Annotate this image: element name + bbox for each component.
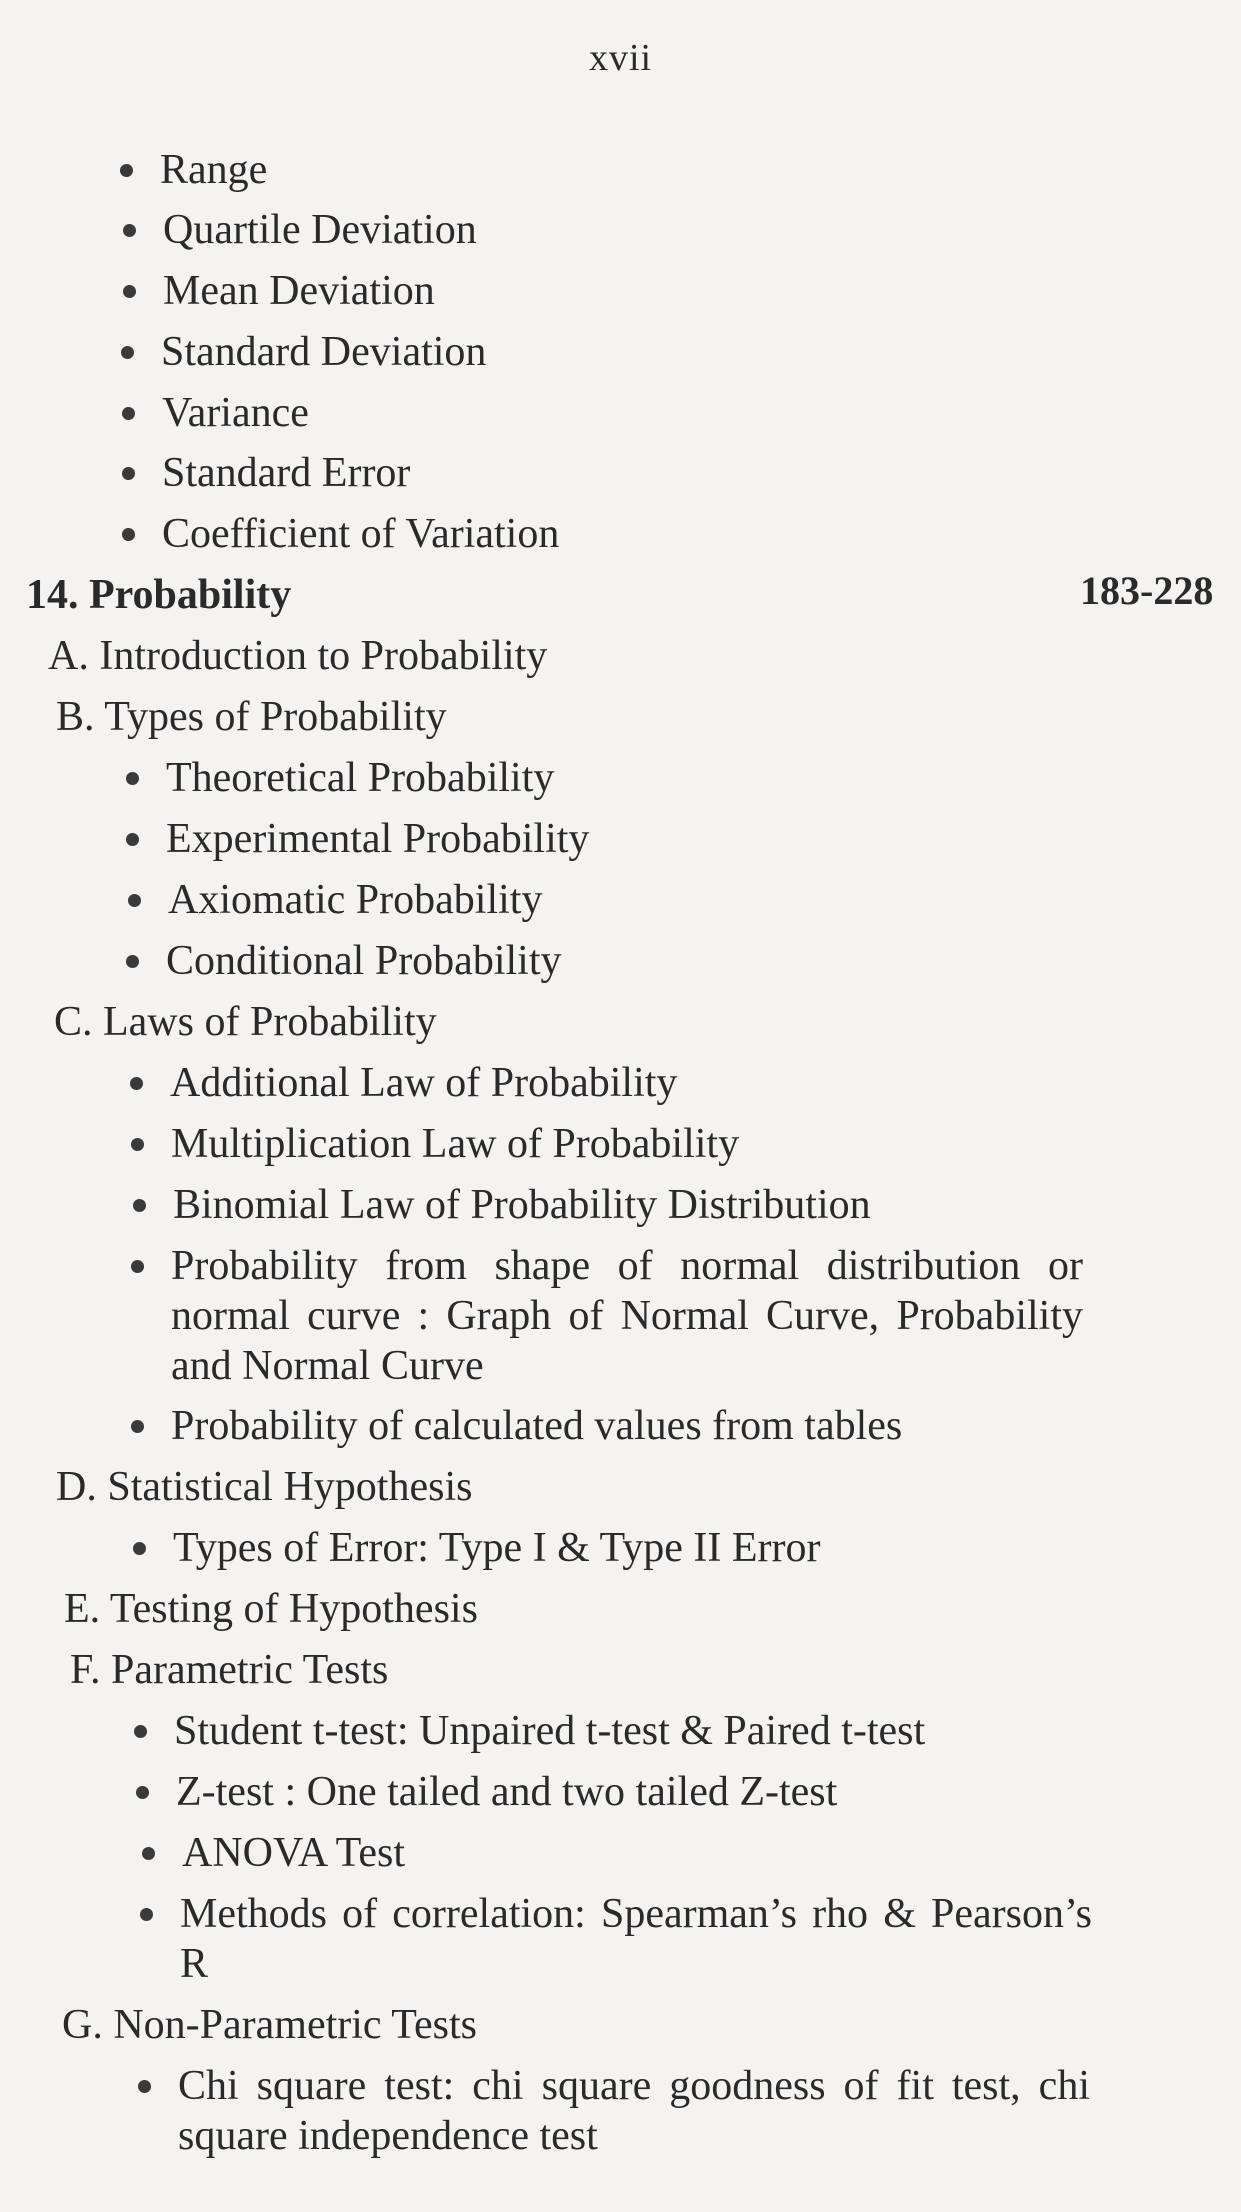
list-item: Probability of calculated values from tables: [171, 1401, 902, 1451]
bullet-icon: [120, 164, 133, 177]
bullet-icon: [122, 407, 135, 420]
list-item: Z-test : One tailed and two tailed Z-test: [176, 1767, 837, 1817]
list-item: Experimental Probability: [166, 814, 589, 864]
bullet-icon: [126, 833, 139, 846]
bullet-icon: [122, 467, 135, 480]
bullet-icon: [123, 285, 136, 298]
bullet-icon: [126, 955, 139, 968]
list-item: Theoretical Probability: [166, 753, 554, 803]
list-item: Binomial Law of Probability Distribution: [173, 1180, 871, 1230]
bullet-icon: [122, 528, 135, 541]
list-item: Conditional Probability: [166, 936, 562, 986]
list-item: Types of Error: Type I & Type II Error: [173, 1523, 820, 1573]
list-item: Standard Deviation: [161, 327, 486, 377]
list-item: ANOVA Test: [182, 1828, 405, 1878]
bullet-icon: [131, 1260, 144, 1273]
bullet-icon: [142, 1847, 155, 1860]
bullet-icon: [140, 1908, 153, 1921]
section-heading: A. Introduction to Probability: [48, 633, 548, 679]
bullet-icon: [131, 1138, 144, 1151]
list-item: Mean Deviation: [163, 266, 435, 316]
bullet-icon: [133, 1542, 146, 1555]
list-item: Axiomatic Probability: [168, 875, 542, 925]
list-item: Standard Error: [162, 448, 410, 498]
bullet-icon: [128, 894, 141, 907]
bullet-icon: [133, 1199, 146, 1212]
list-item: Methods of correlation: Spearman’s rho & Pearson’s R: [180, 1889, 1092, 1989]
chapter-page-range: 183-228: [1080, 568, 1214, 613]
bullet-icon: [130, 1077, 143, 1090]
list-item: Chi square test: chi square goodness of fit test, chi square independence test: [178, 2061, 1090, 2161]
section-heading: G. Non-Parametric Tests: [62, 2002, 478, 2048]
bullet-icon: [131, 1420, 144, 1433]
page-number: xvii: [588, 37, 653, 79]
list-item: Coefficient of Variation: [162, 509, 559, 559]
section-heading: C. Laws of Probability: [54, 999, 437, 1045]
list-item: Variance: [162, 388, 309, 438]
list-item: Student t-test: Unpaired t-test & Paired t-test: [174, 1706, 925, 1756]
bullet-icon: [121, 346, 134, 359]
bullet-icon: [123, 224, 136, 237]
section-heading: E. Testing of Hypothesis: [64, 1586, 478, 1632]
chapter-title: 14. Probability: [26, 572, 292, 618]
list-item: Multiplication Law of Probability: [171, 1119, 739, 1169]
section-heading: D. Statistical Hypothesis: [56, 1464, 473, 1510]
list-item: Probability from shape of normal distribution or normal curve : Graph of Normal Curve, Probability and Normal Curve: [171, 1241, 1083, 1391]
list-item: Quartile Deviation: [163, 205, 477, 255]
section-heading: B. Types of Probability: [56, 694, 447, 740]
bullet-icon: [134, 1725, 147, 1738]
bullet-icon: [136, 1786, 149, 1799]
bullet-icon: [126, 772, 139, 785]
bullet-icon: [138, 2080, 151, 2093]
list-item: Range: [160, 145, 267, 195]
section-heading: F. Parametric Tests: [70, 1647, 389, 1693]
list-item: Additional Law of Probability: [170, 1058, 677, 1108]
